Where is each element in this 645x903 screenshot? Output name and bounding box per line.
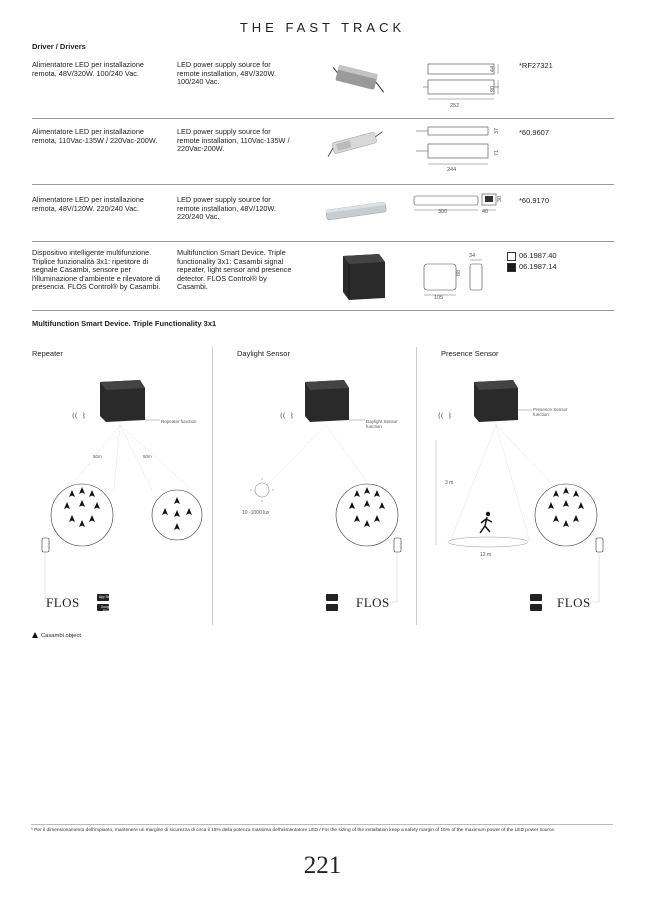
svg-text:((: (( <box>280 412 286 420</box>
dim-depth: 34 <box>469 253 476 259</box>
page-number: 221 <box>303 852 342 879</box>
svg-text:((: (( <box>438 412 444 420</box>
legend-label: Casambi object <box>41 633 81 639</box>
dim-length: 252 <box>450 103 460 109</box>
presence-diagram <box>426 370 616 620</box>
daylight-title: Daylight Sensor <box>237 349 290 358</box>
product-3-it: Alimentatore LED per installazione remota, 48V/120W. 220/240 Vac. <box>32 195 144 213</box>
product-4-en: Multifunction Smart Device. Triple functionality 3x1: Casambi signal repeater, light sensor and presence detector. FLOS Control® by Casambi. <box>177 248 292 292</box>
flos-logo: FLOS <box>46 595 80 610</box>
svg-text:ᛒ: ᛒ <box>448 412 453 420</box>
presence-height: 3 m <box>445 480 454 486</box>
product-2-en: LED power supply source for remote installation, 110Vac-135W / 220Vac-200W. <box>177 127 290 154</box>
product-1-drawing <box>420 58 510 114</box>
dim-length: 300 <box>438 209 448 215</box>
product-3-drawing <box>410 192 506 216</box>
product-4-it: Dispositivo intelligente multifunzione. Triplice funzionalità 3x1: ripetitore di segnale Casambi, sensore per l'illuminazione d'ambiente e rilevatore di presencia. FLOS Control® by Casambi. <box>32 248 161 292</box>
google-play-badge[interactable]: Google Play <box>100 605 112 613</box>
lux-range: 10 -1000 lux <box>242 510 270 516</box>
product-2-it: Alimentatore LED per installazione remota, 110Vac-135W / 220Vac-200W. <box>32 127 158 145</box>
flos-logo: FLOS <box>557 595 591 610</box>
repeater-title: Repeater <box>32 349 63 358</box>
daylight-diagram <box>222 370 412 620</box>
product-4-image <box>335 248 390 306</box>
app-store-badge[interactable]: App Store <box>98 595 114 599</box>
black-swatch <box>507 263 516 272</box>
repeater-d2: 50m <box>143 454 152 459</box>
svg-text:((: (( <box>72 412 78 420</box>
presence-width: 12 m <box>480 552 492 558</box>
product-4-drawing <box>420 256 492 298</box>
product-3-code: *60.9170 <box>519 196 550 205</box>
dim-height: 88 <box>456 269 463 277</box>
daylight-function: Daylight Sensor function <box>366 419 398 429</box>
product-2-image <box>325 125 387 165</box>
product-2-code: *60.9607 <box>519 128 550 137</box>
legend <box>32 632 81 639</box>
product-3-en: LED power supply source for remote installation, 48V/120W. 220/240 Vac. <box>177 195 276 222</box>
svg-text:ᛒ: ᛒ <box>82 412 87 420</box>
product-1-it: Alimentatore LED per installazione remota, 48V/320W. 100/240 Vac. <box>32 60 144 78</box>
product-4-code-black: 06.1987.14 <box>507 262 557 272</box>
repeater-function: Repeater function <box>161 419 197 424</box>
dim-length: 105 <box>434 295 444 301</box>
product-4-code-white: 06.1987.40 <box>507 251 557 261</box>
dim-width: 37 <box>494 127 501 135</box>
repeater-diagram <box>32 370 212 620</box>
product-3-image <box>322 196 390 224</box>
presence-title: Presence Sensor <box>441 349 499 358</box>
white-swatch <box>507 252 516 261</box>
dim-height: 30 <box>497 195 504 203</box>
dim-height: 90 <box>490 85 497 93</box>
product-2-drawing <box>410 124 500 170</box>
casambi-object-icon <box>32 632 38 638</box>
flos-logo: FLOS <box>356 595 390 610</box>
product-1-code: *RF27321 <box>519 61 553 70</box>
drivers-heading: Driver / Drivers <box>32 42 86 51</box>
dim-width: 44 <box>490 65 497 73</box>
product-1-en: LED power supply source for remote installation, 48V/320W. 100/240 Vac. <box>177 60 276 87</box>
page-header-title: THE FAST TRACK <box>239 20 406 35</box>
repeater-d1: 50m <box>93 454 102 459</box>
dim-width: 40 <box>482 209 489 215</box>
dim-length: 244 <box>447 167 457 173</box>
svg-text:ᛒ: ᛒ <box>290 412 295 420</box>
presence-function: Presence Sensor function <box>533 407 568 417</box>
product-1-image <box>330 60 388 104</box>
footnote: * Per il dimensionamento dell'impianto, mantenere un margine di sicurezza di circa il 15% della potenza massima dell'alimentatore LED / For the sizing of the installation keep a safety margin of 15% of the maximum power of the LED power source. <box>31 828 556 833</box>
smart-device-heading: Multifunction Smart Device. Triple Functionality 3x1 <box>32 319 217 328</box>
dim-height: 71 <box>494 149 501 157</box>
